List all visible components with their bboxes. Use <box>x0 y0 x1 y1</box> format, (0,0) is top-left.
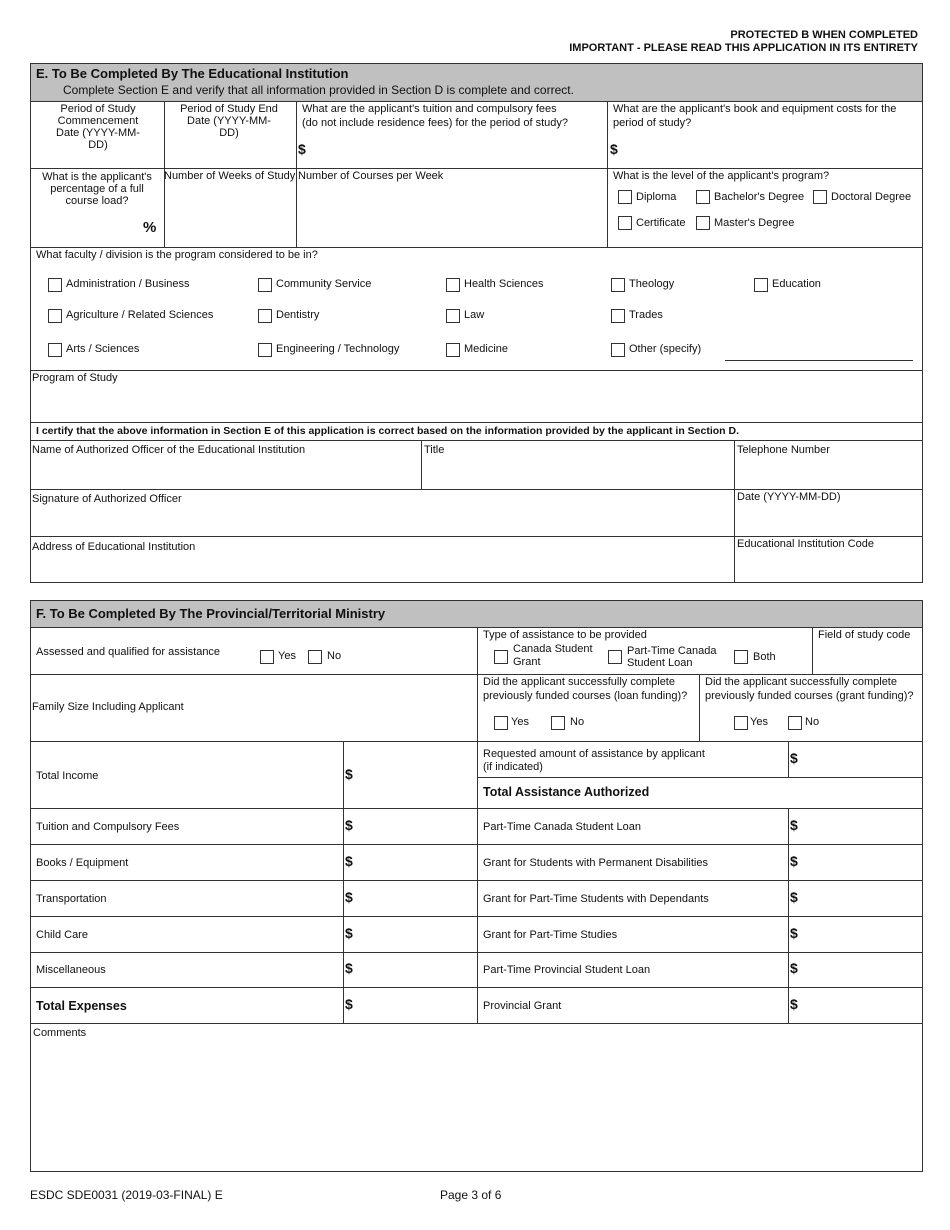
form-identifier: ESDC SDE0031 (2019-03-FINAL) E <box>30 1188 223 1202</box>
commencement-date-label: Period of Study Commencement Date (YYYY-MM-DD) <box>56 103 140 151</box>
faculty-other-label: Other (specify) <box>629 343 702 355</box>
faculty-theology-label: Theology <box>629 278 675 290</box>
comments-label: Comments <box>33 1027 87 1039</box>
faculty-engineering-label: Engineering / Technology <box>276 343 400 355</box>
part-time-loan-line1: Part-Time Canada <box>627 645 717 657</box>
grant-funding-yes-label: Yes <box>750 716 768 728</box>
important-notice: IMPORTANT - PLEASE READ THIS APPLICATION IN ITS ENTIRETY <box>569 42 918 54</box>
assistance-pt-studies-grant-label: Grant for Part-Time Studies <box>483 929 618 941</box>
assistance-provincial-loan-label: Part-Time Provincial Student Loan <box>483 964 651 976</box>
assistance-provincial-grant-label: Provincial Grant <box>483 1000 562 1012</box>
total-assistance-authorized-label: Total Assistance Authorized <box>483 785 650 799</box>
program-level-question: What is the level of the applicant's program? <box>613 170 830 182</box>
officer-name-label: Name of Authorized Officer of the Educational Institution <box>32 444 306 456</box>
assistance-disabilities-grant-label: Grant for Students with Permanent Disabilities <box>483 857 708 869</box>
expense-misc-dollar: $ <box>345 960 353 976</box>
faculty-arts-checkbox[interactable] <box>48 343 62 357</box>
faculty-other-checkbox[interactable] <box>611 343 625 357</box>
assistance-pt-canada-loan-label: Part-Time Canada Student Loan <box>483 821 641 833</box>
doctoral-checkbox[interactable] <box>813 190 827 204</box>
diploma-checkbox[interactable] <box>618 190 632 204</box>
grant-funding-question-line1: Did the applicant successfully complete <box>705 676 897 688</box>
masters-checkbox[interactable] <box>696 216 710 230</box>
family-size-label: Family Size Including Applicant <box>32 701 184 713</box>
courses-per-week-label: Number of Courses per Week <box>298 170 444 182</box>
canada-student-grant-checkbox[interactable] <box>494 650 508 664</box>
faculty-agriculture-label: Agriculture / Related Sciences <box>66 309 214 321</box>
weeks-of-study-label: Number of Weeks of Study <box>164 170 296 182</box>
books-question-line1: What are the applicant's book and equipment costs for the <box>613 103 897 115</box>
loan-funding-no-checkbox[interactable] <box>551 716 565 730</box>
grant-funding-no-label: No <box>805 716 820 728</box>
canada-student-grant-line1: Canada Student <box>513 643 593 655</box>
assistance-dependants-grant-dollar: $ <box>790 889 798 905</box>
section-e-subtitle: Complete Section E and verify that all information provided in Section D is complete and correct. <box>63 83 574 97</box>
faculty-engineering-checkbox[interactable] <box>258 343 272 357</box>
total-income-dollar: $ <box>345 766 353 782</box>
other-specify-line[interactable] <box>725 360 913 361</box>
faculty-community-checkbox[interactable] <box>258 278 272 292</box>
diploma-label: Diploma <box>636 191 677 203</box>
assistance-provincial-loan-dollar: $ <box>790 960 798 976</box>
expense-books-label: Books / Equipment <box>36 857 129 869</box>
expense-transportation-dollar: $ <box>345 889 353 905</box>
expense-childcare-dollar: $ <box>345 925 353 941</box>
protected-b-notice: PROTECTED B WHEN COMPLETED <box>730 29 918 41</box>
faculty-dentistry-label: Dentistry <box>276 309 320 321</box>
course-load-label: What is the applicant's percentage of a full course load? <box>42 171 152 207</box>
assistance-dependants-grant-label: Grant for Part-Time Students with Dependants <box>483 893 709 905</box>
faculty-administration-label: Administration / Business <box>66 278 190 290</box>
percent-sign: % <box>143 219 157 236</box>
page-number: Page 3 of 6 <box>440 1188 502 1202</box>
bachelors-label: Bachelor's Degree <box>714 191 805 203</box>
officer-title-label: Title <box>424 444 445 456</box>
grant-funding-no-checkbox[interactable] <box>788 716 802 730</box>
loan-funding-question-line1: Did the applicant successfully complete <box>483 676 675 688</box>
part-time-loan-line2: Student Loan <box>627 657 693 669</box>
expense-tuition-dollar: $ <box>345 817 353 833</box>
faculty-medicine-label: Medicine <box>464 343 509 355</box>
expense-transportation-label: Transportation <box>36 893 107 905</box>
end-date-label: Period of Study End Date (YYYY-MM-DD) <box>180 103 278 139</box>
expense-books-dollar: $ <box>345 853 353 869</box>
faculty-theology-checkbox[interactable] <box>611 278 625 292</box>
faculty-dentistry-checkbox[interactable] <box>258 309 272 323</box>
grant-funding-question-line2: previously funded courses (grant funding)? <box>705 690 914 702</box>
assistance-pt-canada-loan-dollar: $ <box>790 817 798 833</box>
tuition-dollar-sign: $ <box>298 141 306 157</box>
assistance-type-label: Type of assistance to be provided <box>483 629 647 641</box>
assistance-provincial-grant-dollar: $ <box>790 996 798 1012</box>
certificate-checkbox[interactable] <box>618 216 632 230</box>
faculty-agriculture-checkbox[interactable] <box>48 309 62 323</box>
loan-funding-yes-label: Yes <box>511 716 529 728</box>
loan-funding-yes-checkbox[interactable] <box>494 716 508 730</box>
grant-funding-yes-checkbox[interactable] <box>734 716 748 730</box>
assistance-disabilities-grant-dollar: $ <box>790 853 798 869</box>
certification-statement: I certify that the above information in Section E of this application is correct based on the information provided by the applicant in Section D. <box>36 425 740 437</box>
loan-funding-question-line2: previously funded courses (loan funding)? <box>483 690 688 702</box>
faculty-community-label: Community Service <box>276 278 372 290</box>
tuition-question-line2: (do not include residence fees) for the period of study? <box>302 117 568 129</box>
requested-amount-dollar: $ <box>790 750 798 766</box>
date-label: Date (YYYY-MM-DD) <box>737 491 841 503</box>
assessed-label: Assessed and qualified for assistance <box>36 646 221 658</box>
total-expenses-label: Total Expenses <box>36 999 127 1013</box>
section-f-title: F. To Be Completed By The Provincial/Territorial Ministry <box>36 606 386 621</box>
books-dollar-sign: $ <box>610 141 618 157</box>
institution-code-label: Educational Institution Code <box>737 538 874 550</box>
masters-label: Master's Degree <box>714 217 795 229</box>
expense-tuition-label: Tuition and Compulsory Fees <box>36 821 180 833</box>
canada-student-grant-line2: Grant <box>513 656 541 668</box>
part-time-loan-checkbox[interactable] <box>608 650 622 664</box>
faculty-trades-checkbox[interactable] <box>611 309 625 323</box>
faculty-arts-label: Arts / Sciences <box>66 343 140 355</box>
assessed-no-checkbox[interactable] <box>308 650 322 664</box>
assessed-yes-checkbox[interactable] <box>260 650 274 664</box>
books-question-line2: period of study? <box>613 117 692 129</box>
expense-childcare-label: Child Care <box>36 929 88 941</box>
faculty-law-checkbox[interactable] <box>446 309 460 323</box>
faculty-law-label: Law <box>464 309 485 321</box>
faculty-question: What faculty / division is the program considered to be in? <box>36 249 318 261</box>
faculty-health-label: Health Sciences <box>464 278 544 290</box>
faculty-medicine-checkbox[interactable] <box>446 343 460 357</box>
tuition-question-line1: What are the applicant's tuition and compulsory fees <box>302 103 557 115</box>
loan-funding-no-label: No <box>570 716 585 728</box>
section-e-title: E. To Be Completed By The Educational Institution <box>36 66 349 81</box>
institution-address-label: Address of Educational Institution <box>32 541 196 553</box>
both-checkbox[interactable] <box>734 650 748 664</box>
assessed-no-label: No <box>327 650 342 662</box>
faculty-education-checkbox[interactable] <box>754 278 768 292</box>
faculty-education-label: Education <box>772 278 821 290</box>
requested-amount-line1: Requested amount of assistance by applicant <box>483 748 705 760</box>
telephone-label: Telephone Number <box>737 444 830 456</box>
bachelors-checkbox[interactable] <box>696 190 710 204</box>
program-of-study-label: Program of Study <box>32 372 118 384</box>
field-of-study-code-label: Field of study code <box>818 629 911 641</box>
signature-label: Signature of Authorized Officer <box>32 493 182 505</box>
expense-misc-label: Miscellaneous <box>36 964 106 976</box>
faculty-administration-checkbox[interactable] <box>48 278 62 292</box>
both-label: Both <box>753 651 776 663</box>
total-income-label: Total Income <box>36 770 99 782</box>
requested-amount-line2: (if indicated) <box>483 761 543 773</box>
doctoral-label: Doctoral Degree <box>831 191 912 203</box>
certificate-label: Certificate <box>636 217 686 229</box>
total-expenses-dollar: $ <box>345 996 353 1012</box>
faculty-trades-label: Trades <box>629 309 663 321</box>
faculty-health-checkbox[interactable] <box>446 278 460 292</box>
assessed-yes-label: Yes <box>278 650 296 662</box>
assistance-pt-studies-grant-dollar: $ <box>790 925 798 941</box>
